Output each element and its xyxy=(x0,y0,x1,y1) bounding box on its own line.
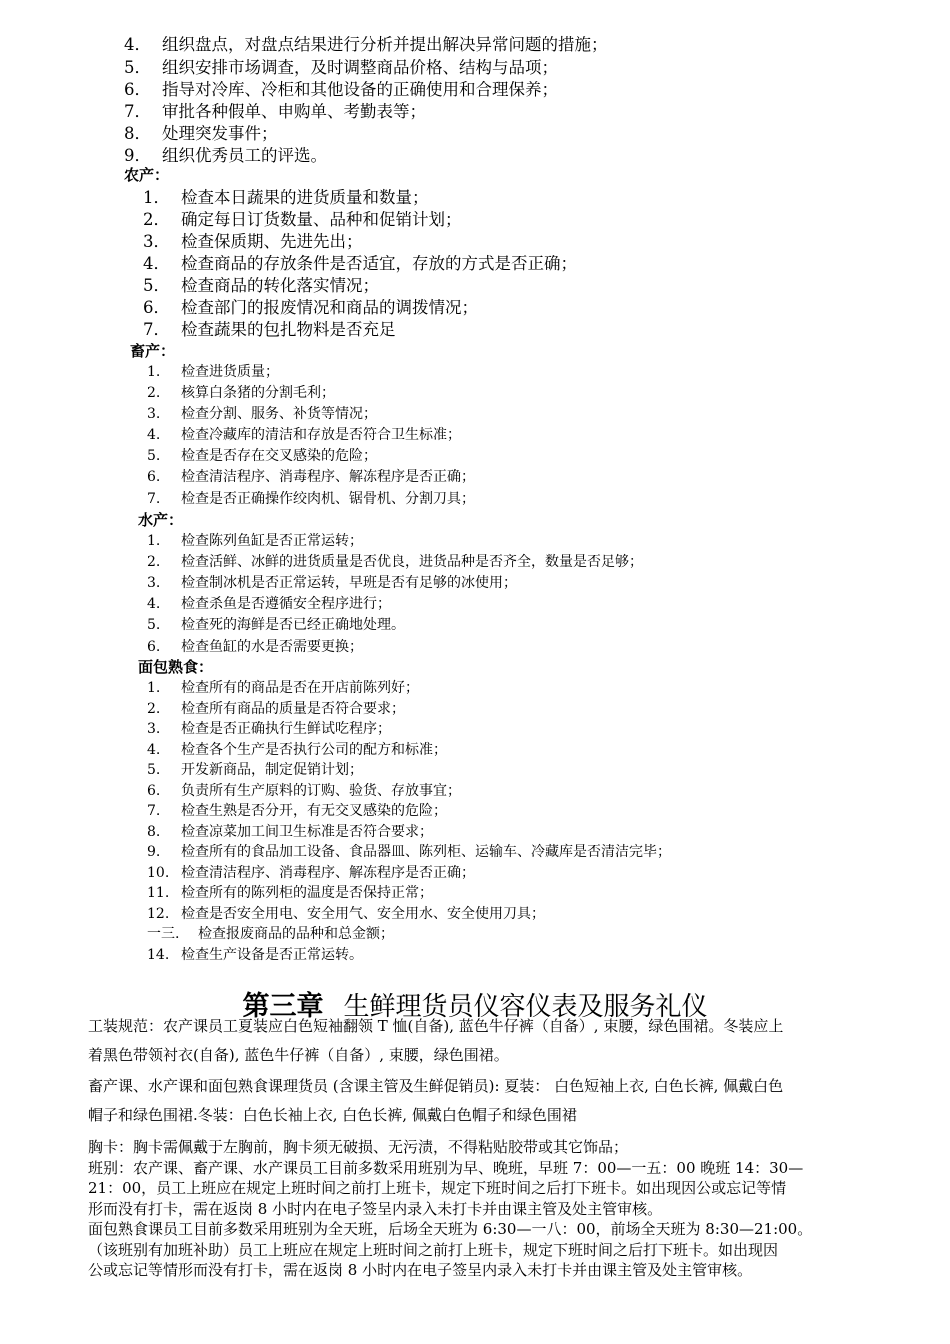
seafood-item xyxy=(147,552,643,572)
seafood-item xyxy=(147,637,363,657)
item-number: 4. xyxy=(147,427,161,443)
item-number: 7. xyxy=(147,803,161,819)
item-number: 4． xyxy=(143,254,170,273)
item-text: 检查报废商品的品种和总金额； xyxy=(198,926,394,942)
item-number: 3． xyxy=(143,232,170,251)
bakery-item xyxy=(147,719,391,739)
item-text: 检查杀鱼是否遵循安全程序进行； xyxy=(181,596,391,612)
produce-item xyxy=(143,231,363,253)
item-number: 6． xyxy=(124,80,151,99)
item-text: 负责所有生产原料的订购、验货、存放事宜； xyxy=(181,783,461,799)
item-number: 12. xyxy=(147,906,170,922)
item-text: 处理突发事件； xyxy=(162,124,278,143)
item-text: 检查蔬果的包扎物料是否充足 xyxy=(181,320,396,339)
bakery-item xyxy=(147,863,475,883)
item-text: 检查是否正确执行生鲜试吃程序； xyxy=(181,721,391,737)
item-text: 检查所有的商品是否在开店前陈列好； xyxy=(181,680,419,696)
item-number: 5. xyxy=(147,448,161,464)
duty-item xyxy=(124,145,327,167)
bakery-shift-paragraph-line: 公或忘记等情形而没有打卡，需在返岗 8 小时内在电子签呈内录入未打卡并由课主管及处主管审核。 xyxy=(88,1261,753,1279)
item-text: 审批各种假单、申购单、考勤表等； xyxy=(162,102,426,121)
item-number: 2. xyxy=(147,701,161,717)
item-text: 检查所有的陈列柜的温度是否保持正常； xyxy=(181,885,433,901)
section-heading-produce: 农产： xyxy=(124,166,170,184)
meat-uniform-paragraph-line: 帽子和绿色围裙.冬装：白色长袖上衣, 白色长裤, 佩戴白色帽子和绿色围裙 xyxy=(88,1106,577,1124)
item-number: 8. xyxy=(147,824,161,840)
item-text: 检查商品的转化落实情况； xyxy=(181,276,379,295)
chapter-number: 第三章 xyxy=(242,991,324,1022)
seafood-item xyxy=(147,615,405,635)
item-number: 1. xyxy=(147,533,161,549)
item-text: 检查是否安全用电、安全用气、安全用水、安全使用刀具； xyxy=(181,906,545,922)
duty-item xyxy=(124,101,426,123)
item-text: 检查部门的报废情况和商品的调拨情况； xyxy=(181,298,478,317)
meat-item xyxy=(147,489,475,509)
meat-item xyxy=(147,362,279,382)
item-number: 4. xyxy=(147,742,161,758)
shift-paragraph-line: 形而没有打卡，需在返岗 8 小时内在电子签呈内录入未打卡并由课主管及处主管审核。 xyxy=(88,1200,663,1218)
shift-paragraph-line: 班别：农产课、畜产课、水产课员工目前多数采用班别为早、晚班，早班 7：00—一五：00 晚班 14：30— xyxy=(88,1159,804,1177)
produce-item xyxy=(143,209,462,231)
item-number: 8． xyxy=(124,124,151,143)
item-number: 4． xyxy=(124,35,151,54)
bakery-item xyxy=(147,945,363,965)
bakery-item xyxy=(147,781,461,801)
item-text: 检查商品的存放条件是否适宜，存放的方式是否正确； xyxy=(181,254,577,273)
shift-paragraph-line: 21：00，员工上班应在规定上班时间之前打上班卡，规定下班时间之后打下班卡。如出现因公或忘记等情 xyxy=(88,1179,787,1197)
item-number: 2. xyxy=(147,554,161,570)
duty-item xyxy=(124,57,558,79)
item-text: 确定每日订货数量、品种和促销计划； xyxy=(181,210,462,229)
bakery-item xyxy=(147,740,447,760)
item-text: 组织盘点，对盘点结果进行分析并提出解决异常问题的措施； xyxy=(162,35,608,54)
item-number: 3. xyxy=(147,721,161,737)
item-number: 2. xyxy=(147,385,161,401)
bakery-item xyxy=(147,801,447,821)
item-number: 一三. xyxy=(147,926,180,942)
produce-item xyxy=(143,319,396,341)
item-text: 检查陈列鱼缸是否正常运转； xyxy=(181,533,363,549)
item-number: 11. xyxy=(147,885,170,901)
item-text: 检查清洁程序、消毒程序、解冻程序是否正确； xyxy=(181,469,475,485)
item-number: 5． xyxy=(124,58,151,77)
item-number: 6. xyxy=(147,469,161,485)
produce-item xyxy=(143,297,478,319)
item-number: 7. xyxy=(147,491,161,507)
item-text: 检查冷藏库的清洁和存放是否符合卫生标准； xyxy=(181,427,461,443)
item-number: 7． xyxy=(124,102,151,121)
bakery-shift-paragraph-line: （该班别有加班补助）员工上班应在规定上班时间之前打上班卡，规定下班时间之后打下班卡。如出现因 xyxy=(88,1241,779,1259)
meat-item xyxy=(147,383,335,403)
item-number: 1． xyxy=(143,188,170,207)
bakery-item xyxy=(147,699,405,719)
item-number: 9. xyxy=(147,844,161,860)
seafood-item xyxy=(147,594,391,614)
item-text: 开发新商品，制定促销计划； xyxy=(181,762,363,778)
item-number: 9． xyxy=(124,146,151,165)
item-number: 1. xyxy=(147,680,161,696)
section-heading-meat: 畜产： xyxy=(130,342,176,360)
bakery-item xyxy=(147,760,363,780)
bakery-item xyxy=(147,822,433,842)
item-text: 检查各个生产是否执行公司的配方和标准； xyxy=(181,742,447,758)
item-text: 组织安排市场调查，及时调整商品价格、结构与品项； xyxy=(162,58,558,77)
uniform-paragraph-line: 着黑色带领衬衣(自备), 蓝色牛仔裤（自备）, 束腰，绿色围裙。 xyxy=(88,1046,509,1064)
meat-item xyxy=(147,446,377,466)
item-text: 检查活鲜、冰鲜的进货质量是否优良，进货品种是否齐全，数量是否足够； xyxy=(181,554,643,570)
item-text: 检查凉菜加工间卫生标准是否符合要求； xyxy=(181,824,433,840)
produce-item xyxy=(143,253,577,275)
duty-item xyxy=(124,34,608,56)
item-number: 5. xyxy=(147,617,161,633)
item-text: 检查所有的食品加工设备、食品器皿、陈列柜、运输车、冷藏库是否清洁完毕； xyxy=(181,844,671,860)
uniform-paragraph-line: 工装规范：农产课员工夏装应白色短袖翻领 T 恤(自备), 蓝色牛仔裤（自备）, 束腰，绿色围裙。冬装应上 xyxy=(88,1017,784,1035)
item-text: 核算白条猪的分割毛利； xyxy=(181,385,335,401)
produce-item xyxy=(143,275,379,297)
item-number: 10. xyxy=(147,865,170,881)
bakery-item xyxy=(147,904,545,924)
bakery-item xyxy=(147,678,419,698)
item-text: 检查生熟是否分开，有无交叉感染的危险； xyxy=(181,803,447,819)
item-number: 6. xyxy=(147,783,161,799)
item-number: 6. xyxy=(147,639,161,655)
item-text: 检查分割、服务、补货等情况； xyxy=(181,406,377,422)
item-text: 检查鱼缸的水是否需要更换； xyxy=(181,639,363,655)
item-text: 检查生产设备是否正常运转。 xyxy=(181,947,363,963)
meat-item xyxy=(147,467,475,487)
item-text: 检查进货质量； xyxy=(181,364,279,380)
bakery-item xyxy=(147,842,671,862)
seafood-item xyxy=(147,531,363,551)
chapter-title: 生鲜理货员仪容仪表及服务礼仪 xyxy=(343,992,708,1022)
item-number: 14. xyxy=(147,947,170,963)
bakery-shift-paragraph-line: 面包熟食课员工目前多数采用班别为全天班，后场全天班为 6:30—一八：00，前场全天班为 8:30—21:00。 xyxy=(88,1220,813,1238)
item-number: 2． xyxy=(143,210,170,229)
duty-item xyxy=(124,123,278,145)
item-text: 检查本日蔬果的进货质量和数量； xyxy=(181,188,429,207)
item-number: 7． xyxy=(143,320,170,339)
bakery-item xyxy=(147,924,394,944)
item-text: 组织优秀员工的评选。 xyxy=(162,146,327,165)
item-number: 4. xyxy=(147,596,161,612)
section-heading-seafood: 水产： xyxy=(138,511,184,529)
item-text: 检查制冰机是否正常运转，早班是否有足够的冰使用； xyxy=(181,575,517,591)
item-text: 检查保质期、先进先出； xyxy=(181,232,363,251)
item-number: 6． xyxy=(143,298,170,317)
item-number: 3. xyxy=(147,406,161,422)
item-number: 5. xyxy=(147,762,161,778)
duty-item xyxy=(124,79,558,101)
item-text: 指导对冷库、冷柜和其他设备的正确使用和合理保养； xyxy=(162,80,558,99)
item-number: 1. xyxy=(147,364,161,380)
bakery-item xyxy=(147,883,433,903)
item-text: 检查所有商品的质量是否符合要求； xyxy=(181,701,405,717)
section-heading-bakery: 面包熟食： xyxy=(138,658,214,676)
badge-paragraph: 胸卡：胸卡需佩戴于左胸前，胸卡须无破损、无污渍，不得粘贴胶带或其它饰品； xyxy=(88,1138,629,1156)
item-number: 5． xyxy=(143,276,170,295)
item-text: 检查是否正确操作绞肉机、锯骨机、分割刀具； xyxy=(181,491,475,507)
produce-item xyxy=(143,187,429,209)
meat-uniform-paragraph-line: 畜产课、水产课和面包熟食课理货员 (含课主管及生鲜促销员): 夏装： 白色短袖上衣, 白色长裤, 佩戴白色 xyxy=(88,1077,784,1095)
meat-item xyxy=(147,425,461,445)
item-text: 检查是否存在交叉感染的危险； xyxy=(181,448,377,464)
seafood-item xyxy=(147,573,517,593)
item-text: 检查死的海鲜是否已经正确地处理。 xyxy=(181,617,405,633)
item-text: 检查清洁程序、消毒程序、解冻程序是否正确； xyxy=(181,865,475,881)
meat-item xyxy=(147,404,377,424)
item-number: 3. xyxy=(147,575,161,591)
